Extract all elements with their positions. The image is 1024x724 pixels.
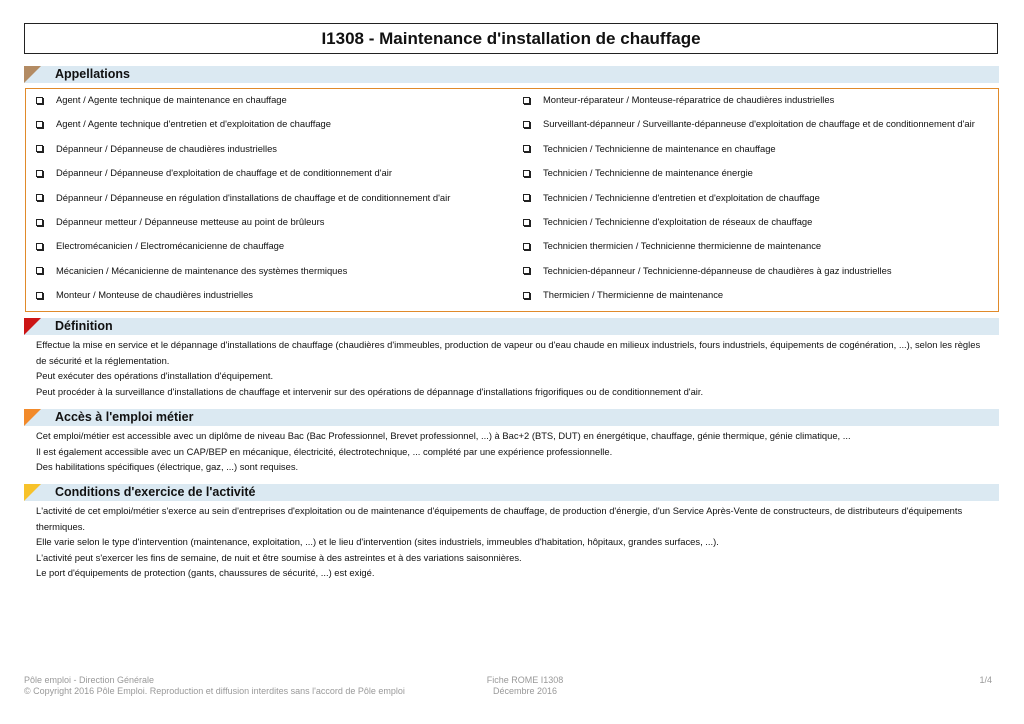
checkbox-bullet-icon [36,243,43,250]
appellations-marker [24,66,41,83]
footer-org: Pôle emploi - Direction Générale [24,675,155,685]
definition-line: Peut procéder à la surveillance d'installations de chauffage et intervenir sur des opérations de dépannage d'installations frigorifiques ou de conditionnement d'air. [36,385,704,397]
definition-marker [24,318,41,335]
definition-text [36,337,991,399]
appellation-label: Dépanneur metteur / Dépanneuse metteuse au point de brûleurs [56,216,325,227]
definition-line: Peut exécuter des opérations d'installation d'équipement. [36,370,274,382]
checkbox-bullet-icon [523,219,530,226]
conditions-header [24,484,999,501]
appellations-heading: Appellations [55,67,131,81]
appellation-item [523,118,975,130]
acces-line: Cet emploi/métier est accessible avec un diplôme de niveau Bac (Bac Professionnel, Brevet professionnel, ...) à Bac+2 (BTS, DUT) en énergétique, chauffage, génie thermique, génie climatique, ... [36,430,851,441]
acces-heading: Accès à l'emploi métier [55,410,194,424]
appellation-label: Monteur-réparateur / Monteuse-réparatrice de chaudières industrielles [543,94,835,105]
checkbox-bullet-icon [523,194,530,201]
checkbox-bullet-icon [523,292,530,299]
appellation-item [36,143,277,155]
appellation-label: Monteur / Monteuse de chaudières industrielles [56,289,253,301]
footer-page-number: 1/4 [979,675,992,685]
appellation-label: Dépanneur / Dépanneuse d'exploitation de chauffage et de conditionnement d'air [56,167,392,179]
appellations-list [25,88,999,312]
conditions-text [36,503,991,581]
appellation-label: Agent / Agente technique d'entretien et d'exploitation de chauffage [56,118,331,130]
checkbox-bullet-icon [36,121,43,128]
appellation-label: Technicien / Technicienne d'exploitation de réseaux de chauffage [543,216,813,227]
appellation-label: Agent / Agente technique de maintenance en chauffage [56,94,287,105]
checkbox-bullet-icon [523,267,530,274]
acces-text [36,428,991,475]
checkbox-bullet-icon [36,170,43,177]
footer-left [24,675,405,696]
appellation-item [36,265,347,277]
conditions-line: L'activité peut s'exercer les fins de semaine, de nuit et être soumise à des astreintes et à des variations saisonnières. [36,551,522,563]
conditions-marker [24,484,41,501]
conditions-heading: Conditions d'exercice de l'activité [55,485,256,499]
appellations-header [24,66,999,83]
appellation-label: Technicien / Technicienne de maintenance énergie [543,167,753,179]
page-title: I1308 - Maintenance d'installation de chauffage [24,23,998,54]
appellation-item [523,143,776,155]
appellation-label: Mécanicien / Mécanicienne de maintenance des systèmes thermiques [56,264,348,276]
appellation-item [523,240,821,252]
checkbox-bullet-icon [523,170,530,177]
appellation-item [523,94,834,106]
checkbox-bullet-icon [36,267,43,274]
appellation-item [523,192,820,204]
appellation-label: Surveillant-dépanneur / Surveillante-dépanneuse d'exploitation de chauffage et de conditionnement d'air [543,118,975,130]
acces-marker [24,409,41,426]
appellation-item [523,167,753,179]
appellation-item [36,192,450,204]
definition-line: Effectue la mise en service et le dépannage d'installations de chauffage (chaudières d'immeubles, production de vapeur ou d'eau chaude en milieux industriels, fours industriels, équipements de cogénération, ...), selon les règles de sécurité et la réglementation. [36,339,981,366]
checkbox-bullet-icon [36,194,43,201]
acces-header [24,409,999,426]
appellation-item [523,265,892,277]
appellation-label: Technicien / Technicienne de maintenance en chauffage [543,142,776,154]
conditions-line: L'activité de cet emploi/métier s'exerce au sein d'entreprises d'exploitation ou de maintenance d'équipements de chauffage, de production d'énergie, d'un Service Après-Vente de constructeurs, de distributeurs d'équipements thermiques. [36,505,963,532]
checkbox-bullet-icon [523,145,530,152]
appellation-label: Technicien thermicien / Technicienne thermicienne de maintenance [543,240,822,252]
conditions-line: Elle varie selon le type d'intervention (maintenance, exploitation, ...) et le lieu d'intervention (sites industriels, immeubles d'habitation, hôpitaux, grandes surfaces, ...). [36,536,719,548]
footer-copyright: © Copyright 2016 Pôle Emploi. Reproduction et diffusion interdites sans l'accord de Pôle emploi [24,685,405,696]
definition-heading: Définition [55,319,113,333]
appellation-item [36,240,284,252]
acces-line: Des habilitations spécifiques (électrique, gaz, ...) sont requises. [36,461,299,473]
conditions-line: Le port d'équipements de protection (gants, chaussures de sécurité, ...) est exigé. [36,567,375,579]
appellation-label: Electromécanicien / Electromécanicienne de chauffage [56,240,285,252]
appellation-label: Dépanneur / Dépanneuse de chaudières industrielles [56,142,277,154]
footer-fiche: Fiche ROME I1308 [486,675,564,685]
footer-date: Décembre 2016 [492,685,558,696]
appellation-item [36,289,253,301]
checkbox-bullet-icon [36,97,43,104]
checkbox-bullet-icon [36,145,43,152]
appellation-item [523,216,812,228]
appellation-item [36,94,287,106]
checkbox-bullet-icon [523,243,530,250]
appellation-item [36,118,331,130]
appellation-label: Technicien / Technicienne d'entretien et d'exploitation de chauffage [543,191,820,203]
appellation-item [523,289,723,301]
definition-header [24,318,999,335]
appellation-label: Dépanneur / Dépanneuse en régulation d'installations de chauffage et de conditionnement d'air [56,191,451,203]
checkbox-bullet-icon [523,97,530,104]
acces-line: Il est également accessible avec un CAP/BEP en mécanique, électricité, électrotechnique, ... complété par une expérience professionnelle. [36,445,613,457]
footer-center [470,675,580,696]
checkbox-bullet-icon [36,219,43,226]
appellation-item [36,216,324,228]
checkbox-bullet-icon [523,121,530,128]
appellation-label: Technicien-dépanneur / Technicienne-dépanneuse de chaudières à gaz industrielles [543,264,892,276]
appellation-label: Thermicien / Thermicienne de maintenance [543,289,724,301]
checkbox-bullet-icon [36,292,43,299]
appellation-item [36,167,392,179]
